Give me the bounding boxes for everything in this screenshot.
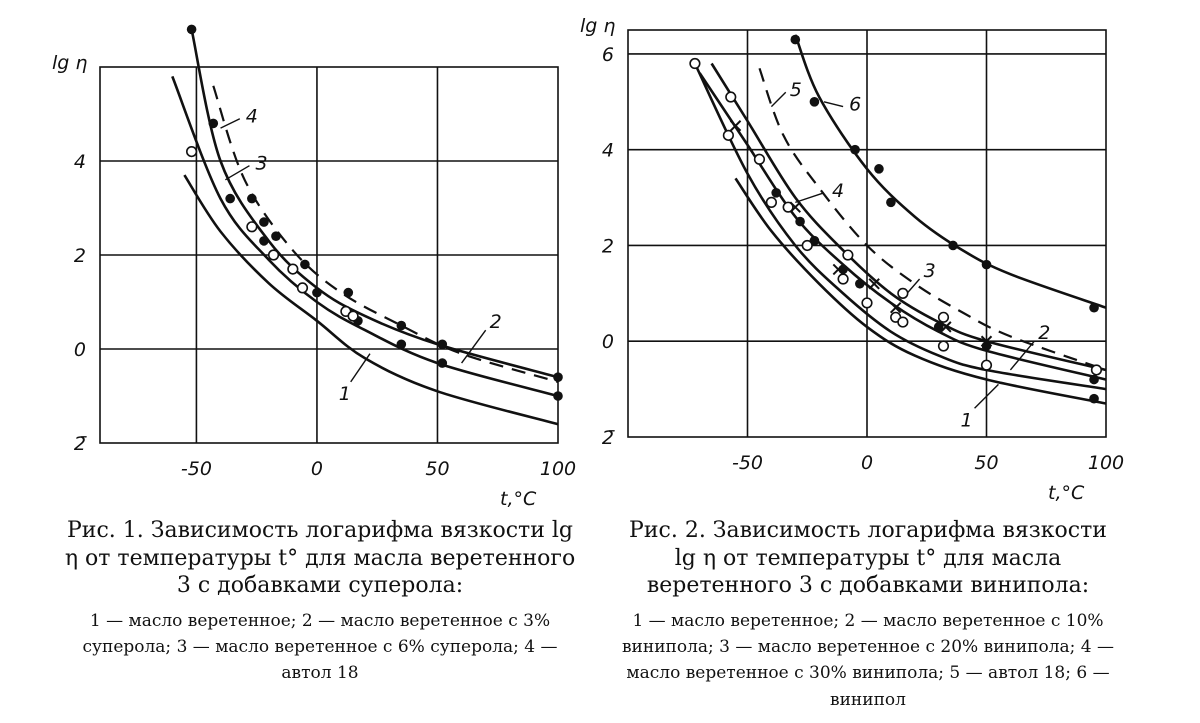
x-tick-label: -50 bbox=[180, 458, 212, 480]
series-label-3: 3 bbox=[923, 259, 936, 282]
data-point-open bbox=[898, 289, 908, 299]
x-tick-label: 0 bbox=[860, 452, 874, 474]
x-tick-label: 50 bbox=[425, 458, 450, 480]
data-point-filled bbox=[982, 260, 992, 270]
series-label-6: 6 bbox=[849, 93, 862, 116]
y-axis-label: lg η bbox=[52, 52, 88, 74]
y-tick-label: 2̄ bbox=[73, 433, 86, 455]
figure-1-caption bbox=[60, 517, 580, 687]
figure-2-title: Рис. 2. Зависимость логарифма вязкости lg η от температуры t° для масла веретенного 3 с добавками винипола: bbox=[629, 518, 1107, 598]
data-point-open bbox=[726, 92, 736, 102]
data-point-open bbox=[690, 59, 700, 69]
y-tick-label: 2 bbox=[73, 245, 86, 267]
data-point-open bbox=[1092, 365, 1102, 375]
data-point-filled bbox=[771, 188, 781, 198]
data-point-open bbox=[939, 341, 949, 351]
data-point-filled bbox=[810, 97, 820, 107]
data-point-open bbox=[843, 250, 853, 260]
series-label-4: 4 bbox=[831, 179, 845, 202]
y-tick-label: 0 bbox=[601, 331, 614, 354]
data-point-filled bbox=[838, 265, 848, 275]
series-label-leader bbox=[771, 92, 785, 106]
data-point-open bbox=[862, 298, 872, 308]
y-tick-label: 2̄ bbox=[601, 427, 614, 449]
x-tick-label: 100 bbox=[1087, 452, 1125, 474]
x-axis-label: t,°C bbox=[500, 488, 537, 510]
figure-2-caption bbox=[618, 517, 1118, 713]
y-tick-label: 0 bbox=[73, 339, 86, 361]
y-tick-label: 4 bbox=[73, 151, 86, 173]
series-label-3: 3 bbox=[255, 152, 268, 175]
y-tick-label: 6 bbox=[601, 43, 614, 66]
y-tick-label: 4 bbox=[601, 139, 614, 162]
x-tick-label: 0 bbox=[310, 458, 323, 480]
data-point-filled bbox=[855, 279, 865, 289]
data-point-filled bbox=[948, 241, 958, 251]
series-label-4: 4 bbox=[245, 105, 258, 128]
data-point-open bbox=[838, 274, 848, 284]
data-point-open bbox=[802, 241, 812, 251]
series-label-leader bbox=[795, 193, 824, 203]
series-label-leader bbox=[1010, 341, 1034, 370]
data-point-filled bbox=[1089, 394, 1099, 404]
data-point-filled bbox=[886, 198, 896, 208]
data-point-filled bbox=[850, 145, 860, 155]
x-tick-label: 100 bbox=[539, 458, 577, 480]
figure-1-legend: 1 — масло веретенное; 2 — масло веретенное с 3% суперола; 3 — масло веретенное с 6% суперола; 4 — автол 18 bbox=[82, 610, 558, 684]
x-tick-label: -50 bbox=[731, 452, 764, 474]
data-point-open bbox=[898, 317, 908, 327]
data-point-open bbox=[724, 131, 734, 141]
series-label-leader bbox=[824, 102, 843, 107]
series-label-2: 2 bbox=[489, 311, 502, 334]
data-point-open bbox=[939, 312, 949, 322]
y-tick-label: 2 bbox=[601, 235, 614, 258]
data-point-filled bbox=[1089, 375, 1099, 385]
data-point-filled bbox=[874, 164, 884, 174]
series-label-5: 5 bbox=[789, 79, 802, 102]
data-point-filled bbox=[791, 35, 801, 45]
data-point-open bbox=[755, 154, 765, 164]
data-point-open bbox=[982, 360, 992, 370]
data-point-open bbox=[767, 198, 777, 208]
data-point-filled bbox=[1089, 303, 1099, 313]
figure-2-legend: 1 — масло веретенное; 2 — масло веретенное с 10% винипола; 3 — масло веретенное с 20% винипола; 4 — масло веретенное с 30% винипола; 5 — автол 18; 6 — винипол bbox=[621, 610, 1115, 710]
series-label-1: 1 bbox=[960, 409, 973, 432]
figure-1-title: Рис. 1. Зависимость логарифма вязкости lg η от температуры t° для масла веретенного 3 с добавками суперола: bbox=[64, 518, 576, 598]
series-label-1: 1 bbox=[338, 382, 351, 405]
x-tick-label: 50 bbox=[974, 452, 999, 474]
series-label-2: 2 bbox=[1038, 322, 1051, 345]
y-axis-label: lg η bbox=[580, 15, 616, 37]
data-point-filled bbox=[795, 217, 805, 227]
x-axis-label: t,°C bbox=[1048, 482, 1085, 504]
data-point-filled bbox=[982, 341, 992, 351]
